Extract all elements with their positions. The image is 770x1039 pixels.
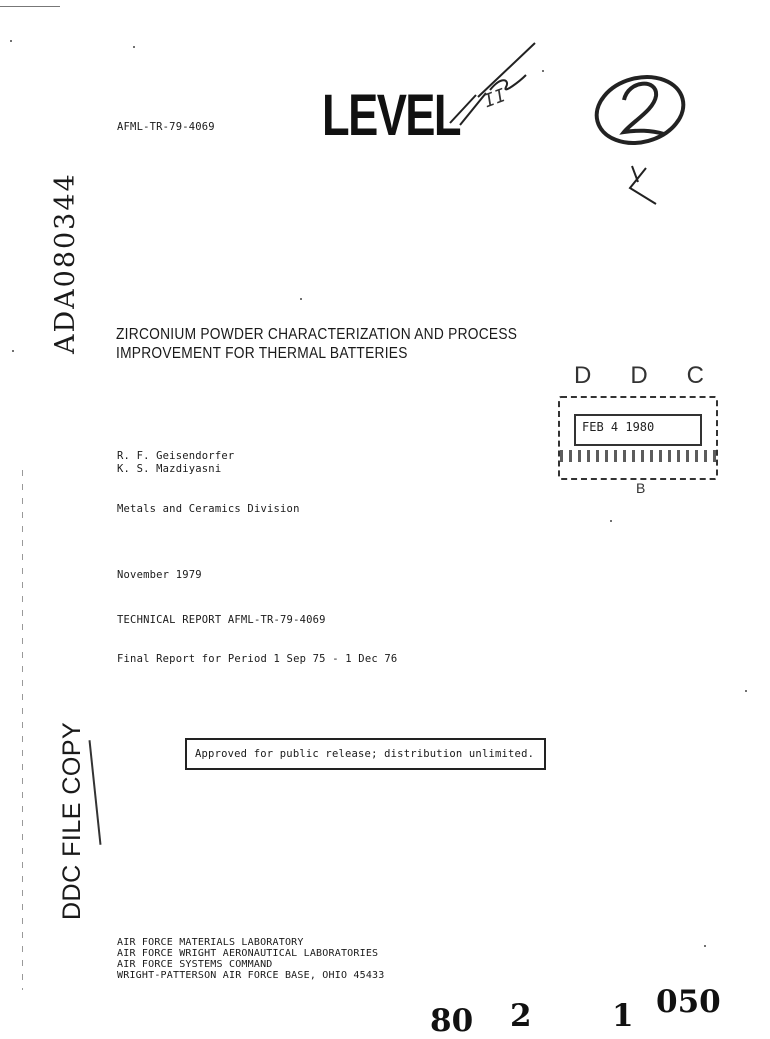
- report-date: November 1979: [117, 569, 202, 581]
- title-line-2: IMPROVEMENT FOR THERMAL BATTERIES: [116, 345, 408, 362]
- level-scrawl-icon: [440, 35, 550, 135]
- footer-address: [117, 937, 384, 981]
- ddc-stamp-date: FEB 4 1980: [582, 420, 655, 434]
- scan-speck: [610, 520, 612, 522]
- handwritten-tick-icon: [622, 160, 662, 210]
- bottom-number-3: 1: [612, 998, 634, 1034]
- ddc-stamp: [552, 362, 724, 500]
- bottom-number-1: 80: [430, 1003, 474, 1039]
- ddc-stamp-frame: [558, 396, 718, 480]
- footer-line-2: AIR FORCE WRIGHT AERONAUTICAL LABORATORIES: [117, 948, 379, 959]
- scan-speck: [542, 70, 544, 72]
- report-period: Final Report for Period 1 Sep 75 - 1 Dec 76: [117, 653, 398, 665]
- scan-speck: [12, 350, 14, 352]
- scan-speck: [300, 298, 302, 300]
- author-2: K. S. Mazdiyasni: [117, 463, 222, 475]
- technical-report-number: TECHNICAL REPORT AFML-TR-79-4069: [117, 614, 326, 626]
- bottom-number-2: 2: [510, 998, 532, 1034]
- scan-speck: [10, 40, 12, 42]
- level-stamp: LEVEL: [322, 83, 460, 148]
- level-scrawl-text: II: [481, 84, 510, 113]
- ddc-stamp-bottom-mark: B: [636, 480, 646, 496]
- circled-two-mark-icon: [588, 60, 698, 150]
- author-1: R. F. Geisendorfer: [117, 450, 235, 462]
- report-title: [116, 325, 517, 363]
- authors: [117, 450, 234, 476]
- bottom-number-4: 050: [656, 984, 721, 1020]
- report-number-top: AFML-TR-79-4069: [117, 121, 215, 133]
- file-copy-underline: [89, 740, 102, 845]
- accession-number: ADA080344: [50, 172, 81, 354]
- footer-line-1: AIR FORCE MATERIALS LABORATORY: [117, 937, 304, 948]
- ddc-letter-2: D: [630, 362, 648, 389]
- scan-streak: [22, 470, 23, 990]
- ddc-stamp-letters: [574, 362, 704, 390]
- scan-speck: [745, 690, 747, 692]
- division: Metals and Ceramics Division: [117, 503, 300, 515]
- approval-notice: Approved for public release; distribution unlimited.: [185, 738, 546, 770]
- footer-line-4: WRIGHT-PATTERSON AIR FORCE BASE, OHIO 45433: [117, 970, 385, 981]
- scan-speck: [133, 46, 135, 48]
- title-line-1: ZIRCONIUM POWDER CHARACTERIZATION AND PROCESS: [116, 326, 518, 343]
- footer-line-3: AIR FORCE SYSTEMS COMMAND: [117, 959, 273, 970]
- ddc-file-copy-label: DDC FILE COPY: [58, 721, 86, 920]
- ddc-letter-1: D: [574, 362, 592, 389]
- ddc-stamp-bottom-band: [560, 450, 716, 462]
- ddc-letter-3: C: [686, 362, 704, 389]
- crop-line: [0, 6, 60, 7]
- scan-speck: [704, 945, 706, 947]
